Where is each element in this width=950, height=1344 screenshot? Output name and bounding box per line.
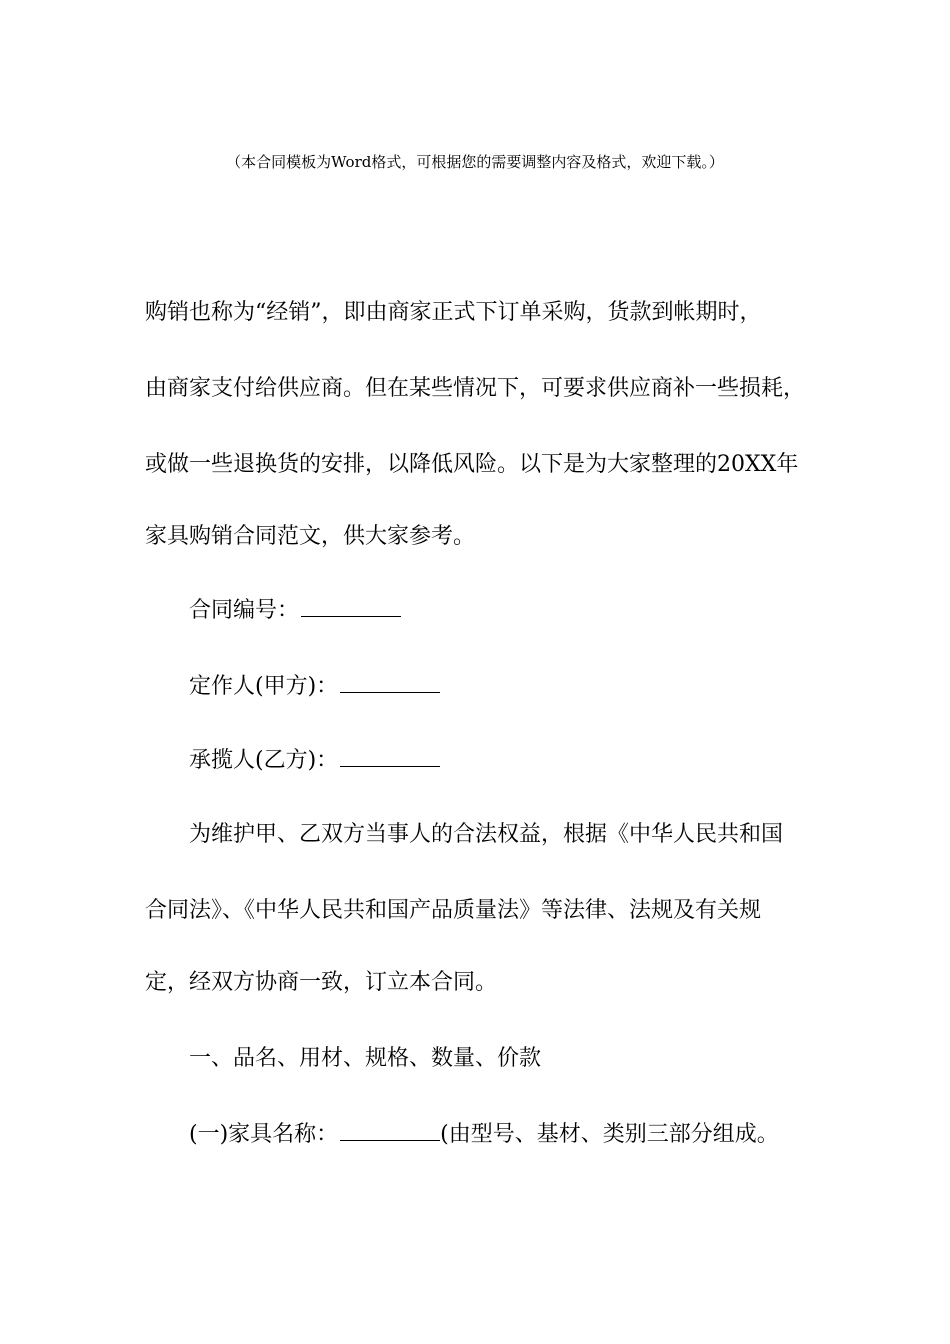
preamble-line-2: 合同法》、《中华人民共和国产品质量法》等法律、法规及有关规: [145, 898, 762, 923]
intro-line-3: 或做一些退换货的安排，以降低风险。以下是为大家整理的20XX年: [145, 452, 799, 477]
contract-number-blank: [301, 596, 401, 617]
party-b-blank: [340, 746, 440, 767]
party-b-label: 承揽人(乙方)：: [189, 748, 339, 773]
preamble-line-1: 为维护甲、乙双方当事人的合法权益，根据《中华人民共和国: [189, 822, 784, 847]
party-a-blank: [340, 672, 440, 693]
party-b-field: [189, 746, 440, 776]
furniture-name-label: (一)家具名称：: [189, 1122, 339, 1147]
furniture-name-suffix: (由型号、基材、类别三部分组成。: [440, 1122, 779, 1147]
intro-line-1: 购销也称为“经销”，即由商家正式下订单采购，货款到帐期时，: [145, 300, 762, 325]
intro-line-4: 家具购销合同范文，供大家参考。: [145, 524, 476, 549]
template-notice: （本合同模板为Word格式，可根据您的需要调整内容及格式，欢迎下载。）: [226, 153, 724, 171]
furniture-name-field: [189, 1120, 779, 1150]
preamble-line-3: 定，经双方协商一致，订立本合同。: [145, 970, 498, 995]
furniture-name-blank: [340, 1120, 440, 1141]
section-1-heading: 一、品名、用材、规格、数量、价款: [189, 1046, 542, 1071]
intro-line-2: 由商家支付给供应商。但在某些情况下，可要求供应商补一些损耗，: [145, 376, 806, 401]
party-a-field: [189, 672, 440, 702]
contract-number-field: [189, 596, 401, 626]
contract-number-label: 合同编号：: [189, 598, 300, 623]
party-a-label: 定作人(甲方)：: [189, 674, 339, 699]
